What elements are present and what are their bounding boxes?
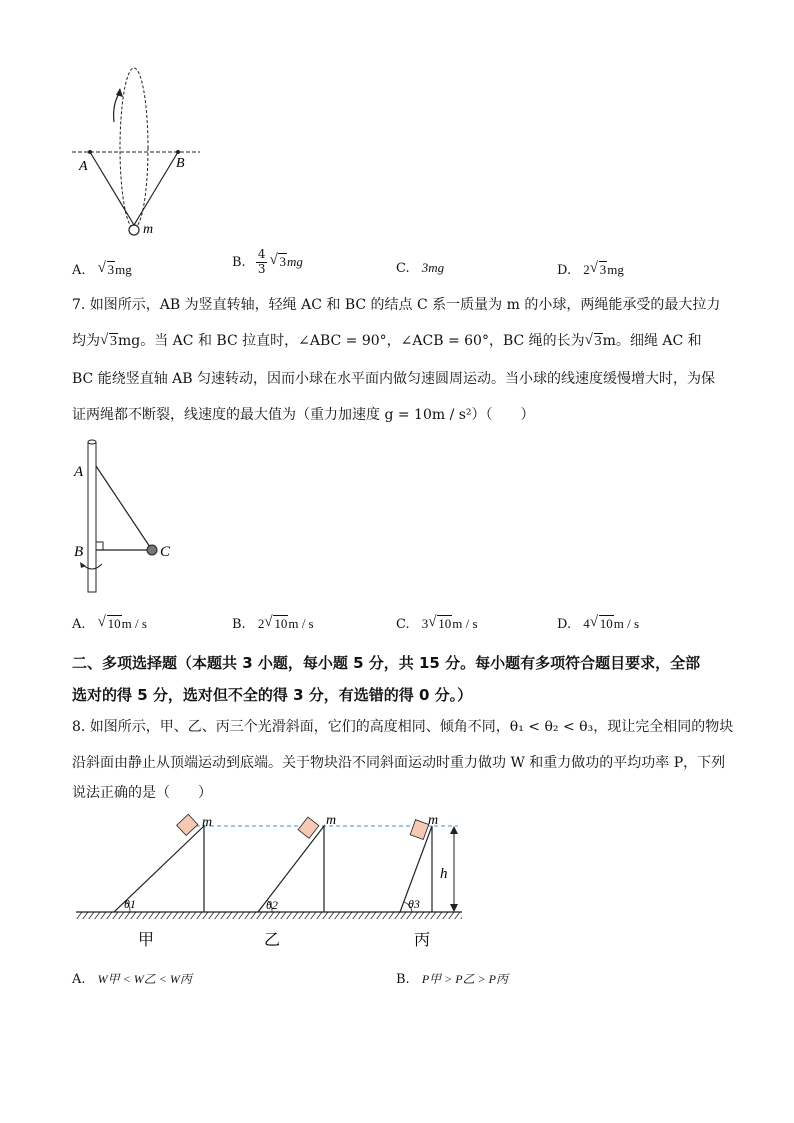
figure-three-inclines <box>70 808 470 956</box>
q8-option-a[interactable]: A. W甲 < W乙 < W丙 <box>72 972 192 987</box>
q7-option-a[interactable]: A. √ 10m / s <box>72 616 147 632</box>
q8-line-2: 沿斜面由静止从顶端运动到底端。关于物块沿不同斜面运动时重力做功 W 和重力做功的平均功率 P，下列 <box>72 755 726 771</box>
q7-option-b[interactable]: B. 2√ 10m / s <box>232 616 314 632</box>
label-a: A <box>79 159 88 174</box>
q6-option-b[interactable]: B. $\frac{4}{3}$ √ 3mg <box>232 248 303 277</box>
fig8-theta3: θ3 <box>408 897 420 911</box>
fig8-m3: m <box>428 813 439 828</box>
q6-option-d[interactable]: D. 2√ 3mg <box>557 262 624 278</box>
fig8-name-1: 甲 <box>138 932 155 949</box>
q6-option-c[interactable]: C. 3mg <box>396 260 445 276</box>
fig8-m1: m <box>202 815 213 830</box>
figure-rotating-ropes <box>68 60 208 245</box>
q7-option-d[interactable]: D. 4√ 10m / s <box>557 616 639 632</box>
fig8-name-3: 丙 <box>414 932 431 949</box>
fig8-m2: m <box>326 813 337 828</box>
figure-axis-ropes <box>70 436 190 596</box>
q7-option-c[interactable]: C. 3√ 10m / s <box>396 616 478 632</box>
q8-line-3: 说法正确的是（ ） <box>72 785 212 801</box>
fig7-label-c: C <box>160 544 171 560</box>
fig8-name-2: 乙 <box>264 932 281 949</box>
q8-option-b[interactable]: B. P甲 > P乙 > P丙 <box>396 972 509 987</box>
q7-line-4: 证两绳都不断裂，线速度的最大值为（重力加速度 g = 10m / s²）（ ） <box>72 407 535 423</box>
fig7-label-b: B <box>74 544 84 560</box>
label-b: B <box>176 156 185 171</box>
fig8-theta1: θ1 <box>124 897 136 911</box>
q8-line-1: 8. 如图所示，甲、乙、丙三个光滑斜面，它们的高度相同、倾角不同，θ₁ < θ₂ < θ₃，现让完全相同的物块 <box>72 719 734 735</box>
fig7-label-a: A <box>74 464 84 480</box>
label-m: m <box>143 222 154 237</box>
fig8-theta2: θ2 <box>266 898 278 912</box>
section-2-heading-line-2: 选对的得 5 分，选对但不全的得 3 分，有选错的得 0 分。） <box>72 686 473 704</box>
q7-line-3: BC 能绕竖直轴 AB 匀速转动，因而小球在水平面内做匀速圆周运动。当小球的线速度缓慢增大时，为保 <box>72 371 716 387</box>
q6-option-a[interactable]: A. √ 3mg <box>72 262 132 278</box>
section-2-heading-line-1: 二、多项选择题（本题共 3 小题，每小题 5 分，共 15 分。每小题有多项符合题目要求，全部 <box>72 654 701 672</box>
fig8-h: h <box>440 866 448 882</box>
q7-line-2: 均为√ 3mg。当 AC 和 BC 拉直时，∠ABC = 90°，∠ACB = 60°，BC 绳的长为√ 3m。细绳 AC 和 <box>72 334 702 349</box>
q7-line-1: 7. 如图所示，AB 为竖直转轴，轻绳 AC 和 BC 的结点 C 系一质量为 m 的小球，两绳能承受的最大拉力 <box>72 297 721 313</box>
